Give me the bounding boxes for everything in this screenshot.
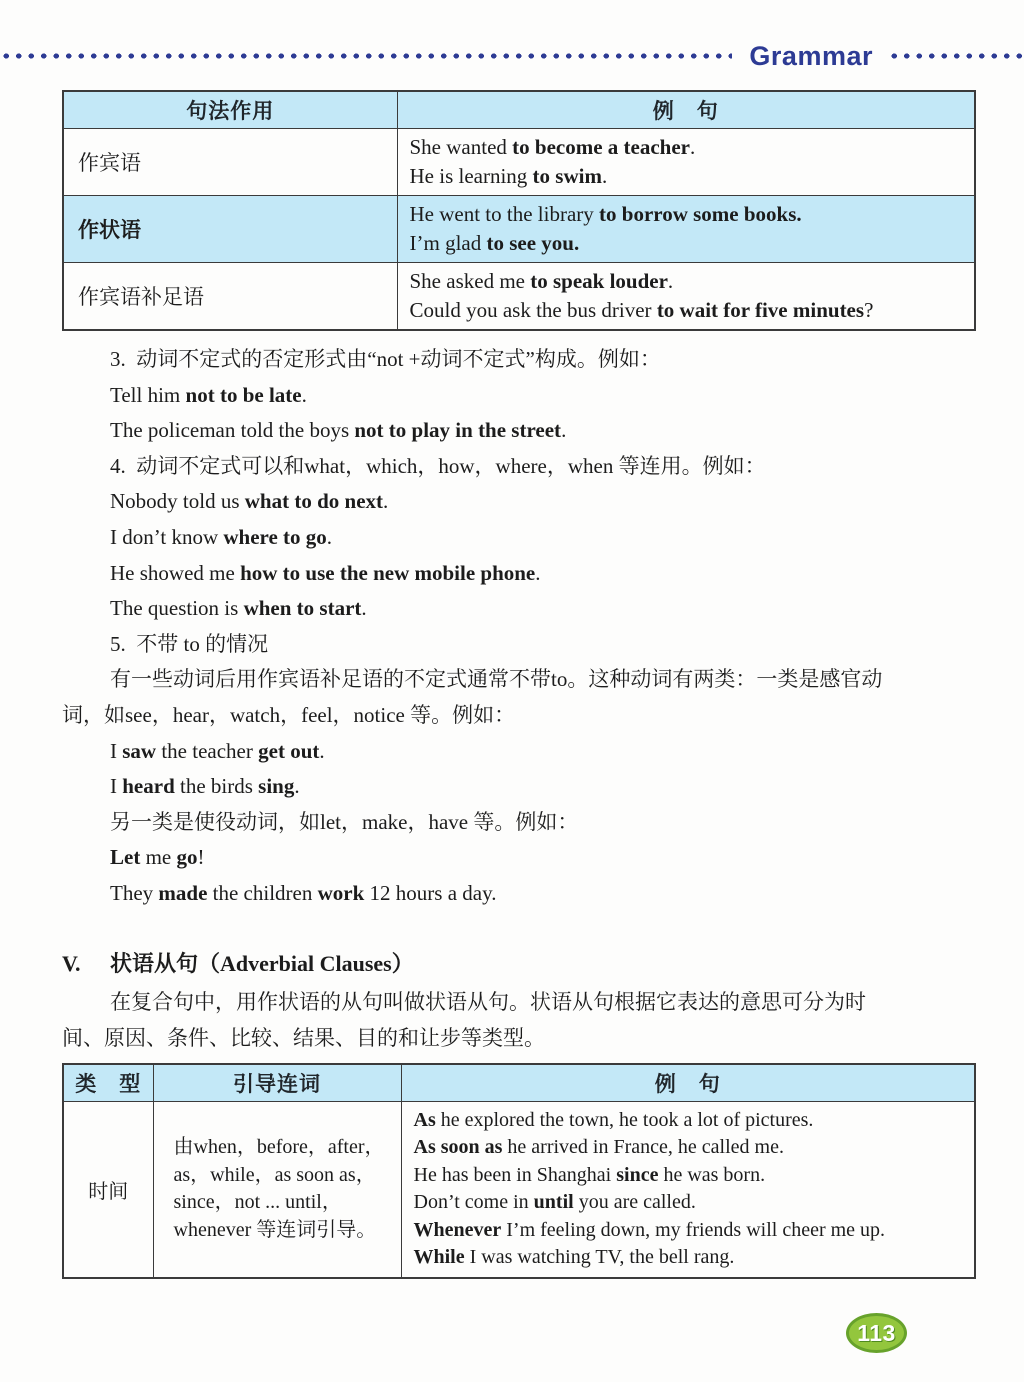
grammar-notes (0, 342, 984, 912)
adverbial-clause-table (62, 1063, 976, 1279)
dotted-rule-right (888, 52, 1024, 60)
section-numeral: V. (62, 951, 81, 976)
example-sentence: They made the children work 12 hours a day. (110, 880, 497, 905)
function-cell: 作宾语 (63, 128, 397, 195)
header-cell-function: 句法作用 (63, 91, 397, 128)
table-row (63, 195, 975, 262)
note-item-4: 4. 动词不定式可以和what，which，how，where，when 等连用。例如： (110, 453, 766, 478)
note-item-5: 5. 不带 to 的情况 (110, 631, 269, 656)
function-cell: 作状语 (63, 195, 397, 262)
note-paragraph-line: 词，如see，hear，watch，feel，notice 等。例如： (62, 702, 516, 727)
clause-type-cell: 时间 (63, 1101, 153, 1278)
header-cell-type: 类 型 (63, 1064, 153, 1101)
header-cell-example: 例 句 (397, 91, 975, 128)
section-title: 状语从句（Adverbial Clauses） (110, 951, 414, 976)
example-sentence: While I was watching TV, the bell rang. (413, 1246, 735, 1269)
example-sentence: As he explored the town, he took a lot of pictures. (413, 1108, 814, 1131)
example-sentence: The question is when to start. (110, 596, 367, 621)
example-sentence: He went to the library to borrow some books. (409, 201, 802, 226)
example-sentence: I’m glad to see you. (409, 230, 580, 255)
grammar-section-label: Grammar (749, 40, 873, 71)
example-sentence: Don’t come in until you are called. (413, 1191, 696, 1214)
example-sentence: Let me go! (110, 845, 205, 870)
header-cell-example: 例 句 (401, 1064, 975, 1101)
example-sentence: He has been in Shanghai since he was born. (413, 1163, 766, 1186)
example-sentence: I don’t know where to go. (110, 524, 333, 549)
table-row (63, 128, 975, 195)
grammar-section-rule (0, 42, 1024, 70)
note-item-3: 3. 动词不定式的否定形式由“not +动词不定式”构成。例如： (110, 347, 661, 371)
example-sentence: Could you ask the bus driver to wait for five minutes? (409, 297, 874, 322)
section-paragraph-line: 在复合句中，用作状语的从句叫做状语从句。状语从句根据它表达的意思可分为时 (110, 990, 866, 1014)
table-row (63, 262, 975, 330)
section-paragraph-line: 间、原因、条件、比较、结果、目的和让步等类型。 (62, 1026, 545, 1050)
function-cell: 作宾语补足语 (63, 262, 397, 330)
section-heading (0, 944, 984, 984)
example-sentence: I heard the birds sing. (110, 774, 300, 799)
example-sentence: Whenever I’m feeling down, my friends will cheer me up. (413, 1218, 886, 1241)
example-sentence: The policeman told the boys not to play in the street. (110, 418, 567, 443)
example-sentence: She wanted to become a teacher. (409, 134, 696, 159)
page-number-badge: 113 (846, 1313, 907, 1353)
note-paragraph-line: 另一类是使役动词，如let，make，have 等。例如： (110, 809, 579, 834)
example-cell (397, 262, 975, 330)
note-paragraph-line: 有一些动词后用作宾语补足语的不定式通常不带to。这种动词有两类：一类是感官动 (110, 667, 883, 692)
section-adverbial-clauses (0, 944, 984, 1056)
examples-cell (401, 1101, 975, 1278)
header-cell-conjunctions: 引导连词 (153, 1064, 401, 1101)
infinitive-function-table (62, 90, 976, 331)
example-sentence: He is learning to swim. (409, 163, 608, 188)
example-sentence: Nobody told us what to do next. (110, 489, 389, 514)
example-sentence: He showed me how to use the new mobile phone. (110, 560, 541, 585)
example-cell (397, 128, 975, 195)
table-header-row (63, 1064, 975, 1101)
example-sentence: As soon as he arrived in France, he called me. (413, 1136, 784, 1159)
example-cell (397, 195, 975, 262)
example-sentence: She asked me to speak louder. (409, 268, 674, 293)
table-row-time (63, 1101, 975, 1278)
example-sentence: Tell him not to be late. (110, 382, 307, 407)
dotted-rule-left (0, 52, 732, 60)
conjunctions-cell: 由when，before，after，as，while，as soon as，since，not ... until，whenever 等连词引导。 (153, 1101, 401, 1278)
table-header-row (63, 91, 975, 128)
example-sentence: I saw the teacher get out. (110, 738, 325, 763)
